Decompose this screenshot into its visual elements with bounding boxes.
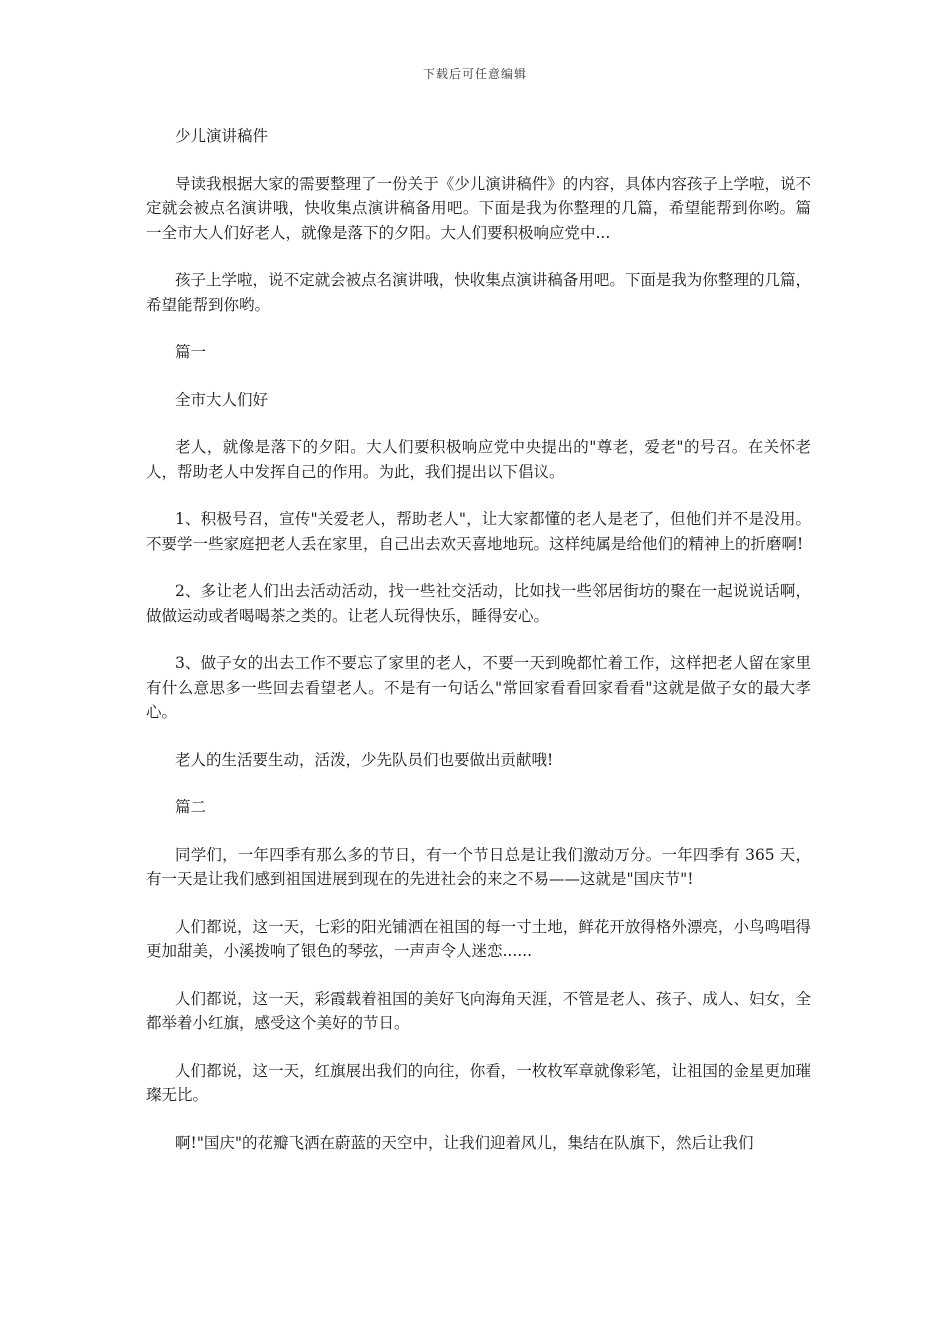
document-body: [146, 124, 811, 1178]
intro-paragraph: 导读我根据大家的需要整理了一份关于《少儿演讲稿件》的内容，具体内容孩子上学啦，说不定就会被点名演讲哦，快收集点演讲稿备用吧。下面是我为你整理的几篇，希望能帮到你哟。篇一全市大人们好老人，就像是落下的夕阳。大人们要积极响应党中...: [146, 174, 811, 242]
paragraph: 孩子上学啦，说不定就会被点名演讲哦，快收集点演讲稿备用吧。下面是我为你整理的几篇，希望能帮到你哟。: [146, 271, 811, 314]
page-header-note: 下载后可任意编辑: [422, 67, 527, 81]
paragraph: 人们都说，这一天，红旗展出我们的向往，你看，一枚枚军章就像彩笔，让祖国的金星更加璀璨无比。: [146, 1061, 811, 1104]
paragraph: 老人，就像是落下的夕阳。大人们要积极响应党中央提出的"尊老，爱老"的号召。在关怀老人，帮助老人中发挥自己的作用。为此，我们提出以下倡议。: [146, 438, 811, 481]
document-title: 少儿演讲稿件: [175, 127, 269, 145]
paragraph: 人们都说，这一天，彩霞载着祖国的美好飞向海角天涯，不管是老人、孩子、成人、妇女，全都举着小红旗，感受这个美好的节日。: [146, 989, 811, 1032]
paragraph: 人们都说，这一天，七彩的阳光铺洒在祖国的每一寸土地，鲜花开放得格外漂亮，小鸟鸣唱得更加甜美，小溪拨响了银色的琴弦，一声声令人迷恋......: [146, 917, 811, 960]
list-item-paragraph: 1、积极号召，宣传"关爱老人，帮助老人"，让大家都懂的老人是老了，但他们并不是没用。不要学一些家庭把老人丢在家里，自己出去欢天喜地地玩。这样纯属是给他们的精神上的折磨啊!: [146, 510, 811, 553]
list-item-paragraph: 3、做子女的出去工作不要忘了家里的老人，不要一天到晚都忙着工作，这样把老人留在家里有什么意思多一些回去看望老人。不是有一句话么"常回家看看回家看看"这就是做子女的最大孝心。: [146, 654, 811, 721]
greeting-line: 全市大人们好: [175, 390, 269, 409]
paragraph: 啊!"国庆"的花瓣飞洒在蔚蓝的天空中，让我们迎着风儿，集结在队旗下，然后让我们: [175, 1133, 754, 1152]
paragraph: 同学们，一年四季有那么多的节日，有一个节日总是让我们激动万分。一年四季有 365 天，有一天是让我们感到祖国进展到现在的先进社会的来之不易——这就是"国庆节"!: [146, 845, 811, 888]
list-item-paragraph: 2、多让老人们出去活动活动，找一些社交活动，比如找一些邻居街坊的聚在一起说说话啊，做做运动或者喝喝茶之类的。让老人玩得快乐，睡得安心。: [146, 582, 811, 625]
section-heading-two: 篇二: [175, 798, 207, 816]
section-heading-one: 篇一: [175, 343, 207, 361]
paragraph: 老人的生活要生动，活泼，少先队员们也要做出贡献哦!: [175, 750, 554, 769]
